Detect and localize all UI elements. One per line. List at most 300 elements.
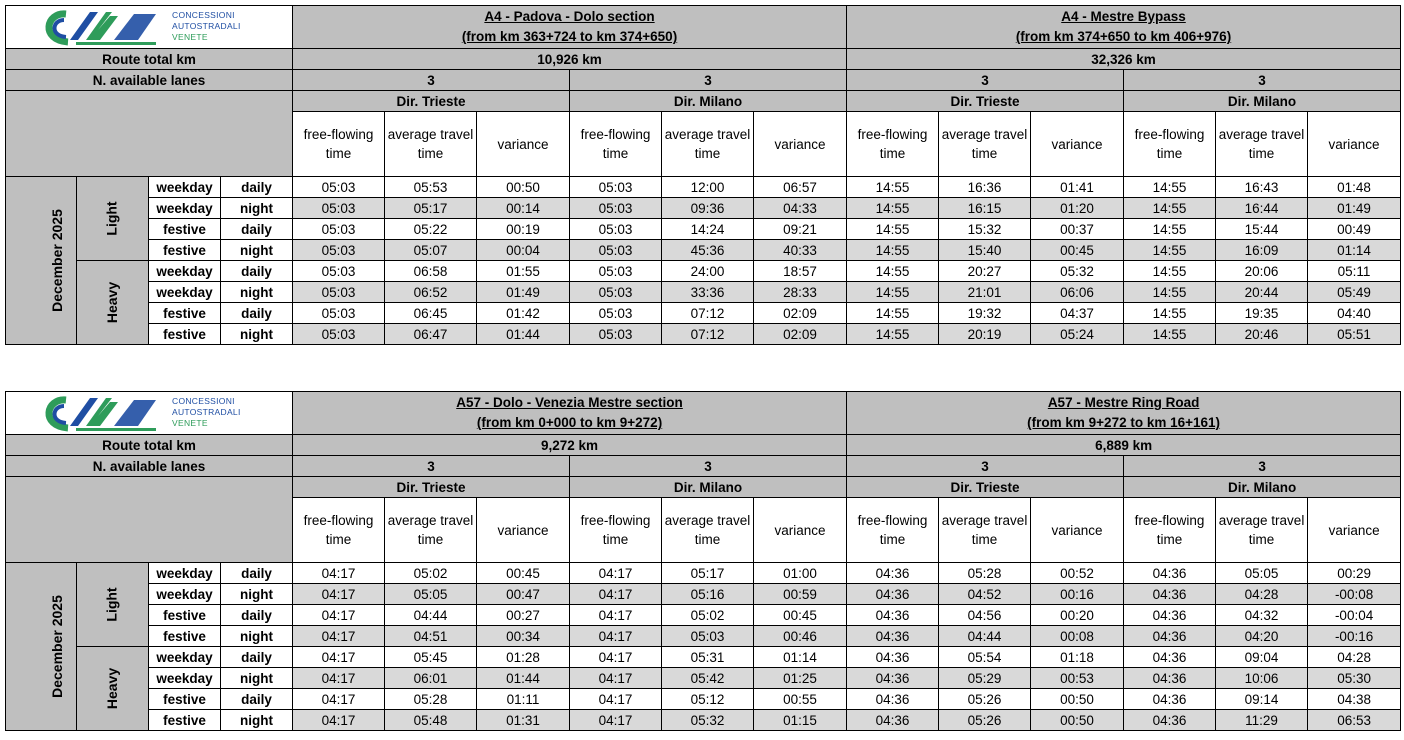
direction-label: Dir. Trieste (293, 91, 570, 112)
time-value: 12:00 (662, 177, 754, 198)
time-value: 05:22 (385, 219, 477, 240)
day-type: weekday (149, 177, 221, 198)
time-value: 14:55 (847, 198, 939, 219)
time-value: 05:24 (1031, 324, 1124, 345)
time-value: 04:36 (1124, 668, 1216, 689)
lanes-count: 3 (570, 456, 847, 477)
month-text: December 2025 (48, 209, 65, 312)
section-header (293, 6, 847, 49)
day-type: weekday (149, 198, 221, 219)
time-value: 04:33 (754, 198, 847, 219)
col-header-average-travel: average travel time (662, 112, 754, 177)
section-title: A4 - Mestre Bypass (1061, 9, 1186, 24)
section-title: A57 - Mestre Ring Road (1047, 395, 1200, 410)
route-total-label: Route total km (6, 49, 293, 70)
col-header-variance: variance (1308, 498, 1401, 563)
time-value: 05:02 (662, 605, 754, 626)
time-value: 14:55 (847, 240, 939, 261)
time-period: daily (221, 177, 293, 198)
col-header-free-flowing: free-flowing time (293, 112, 385, 177)
direction-label: Dir. Trieste (847, 91, 1124, 112)
time-value: 04:17 (293, 605, 385, 626)
time-value: 15:40 (939, 240, 1031, 261)
time-value: 15:44 (1216, 219, 1308, 240)
vehicle-class-label (77, 177, 149, 261)
time-value: 04:52 (939, 584, 1031, 605)
day-type: weekday (149, 584, 221, 605)
time-value: -00:04 (1308, 605, 1401, 626)
month-label (6, 177, 77, 345)
month-text: December 2025 (48, 595, 65, 698)
time-value: 04:17 (570, 626, 662, 647)
time-value: 05:03 (570, 303, 662, 324)
time-value: 16:36 (939, 177, 1031, 198)
lanes-count: 3 (293, 456, 570, 477)
time-value: 02:09 (754, 303, 847, 324)
logo-wordmark (172, 396, 241, 428)
time-value: 00:55 (754, 689, 847, 710)
time-value: 05:03 (570, 240, 662, 261)
time-value: 00:50 (1031, 710, 1124, 731)
time-value: 20:44 (1216, 282, 1308, 303)
time-value: 01:44 (477, 668, 570, 689)
time-value: 04:17 (570, 563, 662, 584)
time-period: daily (221, 261, 293, 282)
logo-wordmark (172, 10, 241, 42)
time-value: 05:03 (570, 324, 662, 345)
time-value: 05:03 (293, 303, 385, 324)
time-value: 14:55 (1124, 198, 1216, 219)
col-header-average-travel: average travel time (1216, 112, 1308, 177)
time-value: 04:17 (293, 563, 385, 584)
time-value: 06:53 (1308, 710, 1401, 731)
svg-text:AUTOSTRADALI: AUTOSTRADALI (172, 21, 241, 31)
time-value: 04:17 (570, 668, 662, 689)
time-value: 04:44 (385, 605, 477, 626)
col-header-variance: variance (1308, 112, 1401, 177)
table-row (6, 626, 1401, 647)
col-header-free-flowing: free-flowing time (847, 112, 939, 177)
time-period: daily (221, 303, 293, 324)
time-value: 05:03 (570, 219, 662, 240)
company-logo (6, 392, 289, 434)
time-value: 28:33 (754, 282, 847, 303)
time-value: 20:27 (939, 261, 1031, 282)
section-km-range: (from km 9+272 to km 16+161) (1027, 415, 1221, 430)
svg-text:VENETE: VENETE (172, 418, 208, 428)
travel-time-table (5, 5, 1401, 345)
table-row (6, 647, 1401, 668)
lanes-count: 3 (1124, 70, 1401, 91)
time-value: 19:35 (1216, 303, 1308, 324)
time-value: 14:55 (1124, 282, 1216, 303)
time-value: 09:21 (754, 219, 847, 240)
time-value: 05:53 (385, 177, 477, 198)
lanes-count: 3 (570, 70, 847, 91)
table-row (6, 177, 1401, 198)
col-header-average-travel: average travel time (939, 498, 1031, 563)
day-type: festive (149, 605, 221, 626)
time-value: 01:41 (1031, 177, 1124, 198)
time-value: 00:49 (1308, 219, 1401, 240)
time-value: 04:36 (1124, 584, 1216, 605)
day-type: festive (149, 303, 221, 324)
day-type: weekday (149, 668, 221, 689)
time-period: daily (221, 605, 293, 626)
time-value: 00:45 (1031, 240, 1124, 261)
time-value: 20:06 (1216, 261, 1308, 282)
vehicle-class-label (77, 563, 149, 647)
time-value: 16:44 (1216, 198, 1308, 219)
time-value: 04:36 (847, 584, 939, 605)
time-value: 04:17 (293, 584, 385, 605)
time-value: 14:55 (1124, 219, 1216, 240)
time-value: 01:55 (477, 261, 570, 282)
route-total-km: 6,889 km (847, 435, 1401, 456)
time-value: 00:50 (1031, 689, 1124, 710)
time-value: 05:49 (1308, 282, 1401, 303)
time-value: 00:45 (754, 605, 847, 626)
time-value: 04:17 (570, 605, 662, 626)
time-value: 01:44 (477, 324, 570, 345)
time-value: 04:56 (939, 605, 1031, 626)
day-type: festive (149, 626, 221, 647)
col-header-variance: variance (754, 498, 847, 563)
time-value: 00:27 (477, 605, 570, 626)
time-value: 20:46 (1216, 324, 1308, 345)
company-logo (6, 6, 289, 48)
time-value: 14:55 (847, 282, 939, 303)
time-value: 04:36 (847, 605, 939, 626)
time-value: 04:17 (293, 668, 385, 689)
time-value: 04:17 (570, 689, 662, 710)
time-value: 24:00 (662, 261, 754, 282)
col-header-average-travel: average travel time (939, 112, 1031, 177)
time-value: 06:45 (385, 303, 477, 324)
lanes-count: 3 (293, 70, 570, 91)
time-value: 04:17 (293, 647, 385, 668)
time-value: 05:54 (939, 647, 1031, 668)
time-value: 05:45 (385, 647, 477, 668)
time-value: 04:17 (570, 710, 662, 731)
time-value: 01:20 (1031, 198, 1124, 219)
time-value: 00:04 (477, 240, 570, 261)
table-row (6, 689, 1401, 710)
time-value: 18:57 (754, 261, 847, 282)
time-value: 19:32 (939, 303, 1031, 324)
time-value: 14:55 (847, 261, 939, 282)
day-type: weekday (149, 261, 221, 282)
col-header-variance: variance (1031, 498, 1124, 563)
time-value: 45:36 (662, 240, 754, 261)
table-row (6, 261, 1401, 282)
time-value: 05:32 (662, 710, 754, 731)
time-period: daily (221, 647, 293, 668)
time-value: 07:12 (662, 324, 754, 345)
col-header-free-flowing: free-flowing time (570, 498, 662, 563)
time-value: 14:55 (1124, 303, 1216, 324)
time-value: 05:42 (662, 668, 754, 689)
time-value: 10:06 (1216, 668, 1308, 689)
time-value: 04:20 (1216, 626, 1308, 647)
time-value: 01:42 (477, 303, 570, 324)
time-value: 05:03 (570, 177, 662, 198)
time-value: 04:17 (293, 689, 385, 710)
time-value: 33:36 (662, 282, 754, 303)
time-value: -00:08 (1308, 584, 1401, 605)
vehicle-class-label (77, 647, 149, 731)
time-value: 00:29 (1308, 563, 1401, 584)
svg-text:AUTOSTRADALI: AUTOSTRADALI (172, 407, 241, 417)
time-value: 04:17 (570, 584, 662, 605)
time-value: 05:03 (293, 240, 385, 261)
time-value: 01:49 (1308, 198, 1401, 219)
time-period: daily (221, 689, 293, 710)
time-value: 20:19 (939, 324, 1031, 345)
time-value: 01:15 (754, 710, 847, 731)
col-header-variance: variance (477, 498, 570, 563)
day-type: festive (149, 219, 221, 240)
day-type: weekday (149, 563, 221, 584)
time-value: 05:12 (662, 689, 754, 710)
time-value: 14:24 (662, 219, 754, 240)
time-value: 00:16 (1031, 584, 1124, 605)
direction-label: Dir. Trieste (847, 477, 1124, 498)
time-value: 04:17 (570, 647, 662, 668)
time-value: 00:53 (1031, 668, 1124, 689)
time-value: 01:49 (477, 282, 570, 303)
time-value: 01:48 (1308, 177, 1401, 198)
time-value: 00:19 (477, 219, 570, 240)
time-value: 00:37 (1031, 219, 1124, 240)
col-header-free-flowing: free-flowing time (1124, 112, 1216, 177)
time-value: 16:09 (1216, 240, 1308, 261)
time-value: 04:17 (293, 710, 385, 731)
time-value: 06:52 (385, 282, 477, 303)
time-value: 14:55 (1124, 177, 1216, 198)
time-value: 05:26 (939, 710, 1031, 731)
table-row (6, 324, 1401, 345)
table-row (6, 219, 1401, 240)
col-header-average-travel: average travel time (385, 112, 477, 177)
time-value: 07:12 (662, 303, 754, 324)
time-value: 05:03 (662, 626, 754, 647)
section-title: A57 - Dolo - Venezia Mestre section (456, 395, 683, 410)
time-value: 14:55 (847, 177, 939, 198)
time-value: 04:36 (1124, 710, 1216, 731)
time-value: 14:55 (1124, 261, 1216, 282)
table-row (6, 282, 1401, 303)
time-value: 04:36 (1124, 563, 1216, 584)
time-value: 00:20 (1031, 605, 1124, 626)
time-value: 09:04 (1216, 647, 1308, 668)
time-value: 09:36 (662, 198, 754, 219)
section-km-range: (from km 374+650 to km 406+976) (1015, 29, 1232, 44)
time-value: 05:07 (385, 240, 477, 261)
time-value: 05:32 (1031, 261, 1124, 282)
time-value: 05:05 (1216, 563, 1308, 584)
table-row (6, 605, 1401, 626)
time-period: night (221, 282, 293, 303)
time-value: 04:28 (1308, 647, 1401, 668)
time-value: 06:58 (385, 261, 477, 282)
time-value: 04:17 (293, 626, 385, 647)
time-value: 04:32 (1216, 605, 1308, 626)
direction-label: Dir. Milano (1124, 91, 1401, 112)
travel-time-table (5, 391, 1401, 731)
time-value: 05:26 (939, 689, 1031, 710)
time-period: night (221, 710, 293, 731)
time-value: 01:25 (754, 668, 847, 689)
time-period: night (221, 584, 293, 605)
time-value: 05:02 (385, 563, 477, 584)
vehicle-class-text: Light (104, 201, 120, 236)
table-row (6, 198, 1401, 219)
time-value: 05:03 (293, 198, 385, 219)
col-header-variance: variance (1031, 112, 1124, 177)
time-value: 01:18 (1031, 647, 1124, 668)
time-value: 05:03 (570, 282, 662, 303)
time-value: 05:03 (293, 261, 385, 282)
time-value: 05:31 (662, 647, 754, 668)
direction-label: Dir. Milano (570, 477, 847, 498)
time-value: 01:31 (477, 710, 570, 731)
time-value: 04:36 (847, 668, 939, 689)
time-value: -00:16 (1308, 626, 1401, 647)
time-value: 01:11 (477, 689, 570, 710)
section-header (293, 392, 847, 435)
time-value: 04:36 (847, 710, 939, 731)
table-row (6, 710, 1401, 731)
lanes-label: N. available lanes (6, 70, 293, 91)
lanes-label: N. available lanes (6, 456, 293, 477)
svg-text:CONCESSIONI: CONCESSIONI (172, 10, 235, 20)
time-value: 04:40 (1308, 303, 1401, 324)
time-value: 05:11 (1308, 261, 1401, 282)
time-value: 00:50 (477, 177, 570, 198)
col-header-free-flowing: free-flowing time (570, 112, 662, 177)
lanes-count: 3 (847, 456, 1124, 477)
header-blank-area (6, 91, 293, 177)
col-header-free-flowing: free-flowing time (847, 498, 939, 563)
time-value: 01:14 (1308, 240, 1401, 261)
time-value: 05:03 (293, 219, 385, 240)
direction-label: Dir. Milano (570, 91, 847, 112)
time-value: 14:55 (1124, 240, 1216, 261)
time-value: 14:55 (1124, 324, 1216, 345)
time-period: daily (221, 563, 293, 584)
time-period: daily (221, 219, 293, 240)
logo-cell (6, 6, 293, 49)
col-header-average-travel: average travel time (662, 498, 754, 563)
time-value: 04:44 (939, 626, 1031, 647)
time-value: 04:36 (847, 626, 939, 647)
direction-label: Dir. Trieste (293, 477, 570, 498)
day-type: festive (149, 240, 221, 261)
day-type: weekday (149, 282, 221, 303)
time-value: 02:09 (754, 324, 847, 345)
svg-text:CONCESSIONI: CONCESSIONI (172, 396, 235, 406)
time-value: 04:51 (385, 626, 477, 647)
time-value: 01:14 (754, 647, 847, 668)
vehicle-class-text: Heavy (103, 281, 120, 324)
section-header (847, 6, 1401, 49)
section-title: A4 - Padova - Dolo section (484, 9, 655, 24)
section-km-range: (from km 363+724 to km 374+650) (461, 29, 678, 44)
vehicle-class-label (77, 261, 149, 345)
time-value: 04:36 (1124, 605, 1216, 626)
direction-label: Dir. Milano (1124, 477, 1401, 498)
time-period: night (221, 198, 293, 219)
time-value: 06:01 (385, 668, 477, 689)
time-value: 05:51 (1308, 324, 1401, 345)
col-header-variance: variance (477, 112, 570, 177)
lanes-count: 3 (1124, 456, 1401, 477)
time-value: 00:14 (477, 198, 570, 219)
route-total-km: 32,326 km (847, 49, 1401, 70)
time-value: 01:00 (754, 563, 847, 584)
time-value: 00:08 (1031, 626, 1124, 647)
route-total-label: Route total km (6, 435, 293, 456)
time-value: 15:32 (939, 219, 1031, 240)
time-value: 04:36 (1124, 626, 1216, 647)
col-header-variance: variance (754, 112, 847, 177)
col-header-free-flowing: free-flowing time (1124, 498, 1216, 563)
time-value: 00:52 (1031, 563, 1124, 584)
route-total-km: 10,926 km (293, 49, 847, 70)
time-value: 05:05 (385, 584, 477, 605)
time-value: 01:28 (477, 647, 570, 668)
time-value: 05:16 (662, 584, 754, 605)
vehicle-class-text: Heavy (103, 667, 120, 710)
day-type: festive (149, 710, 221, 731)
time-value: 04:36 (847, 563, 939, 584)
table-row (6, 584, 1401, 605)
time-value: 16:15 (939, 198, 1031, 219)
time-period: night (221, 668, 293, 689)
time-value: 05:48 (385, 710, 477, 731)
table-row (6, 303, 1401, 324)
lanes-count: 3 (847, 70, 1124, 91)
time-value: 04:36 (847, 647, 939, 668)
table-row (6, 240, 1401, 261)
table-row (6, 563, 1401, 584)
time-value: 05:28 (385, 689, 477, 710)
time-value: 06:06 (1031, 282, 1124, 303)
time-value: 05:28 (939, 563, 1031, 584)
day-type: festive (149, 324, 221, 345)
svg-text:VENETE: VENETE (172, 32, 208, 42)
section-header (847, 392, 1401, 435)
time-value: 14:55 (847, 303, 939, 324)
section-km-range: (from km 0+000 to km 9+272) (476, 415, 663, 430)
time-value: 16:43 (1216, 177, 1308, 198)
col-header-average-travel: average travel time (385, 498, 477, 563)
time-value: 06:47 (385, 324, 477, 345)
time-value: 06:57 (754, 177, 847, 198)
header-blank-area (6, 477, 293, 563)
time-value: 40:33 (754, 240, 847, 261)
time-value: 05:17 (385, 198, 477, 219)
table-row (6, 668, 1401, 689)
time-value: 00:46 (754, 626, 847, 647)
time-value: 00:47 (477, 584, 570, 605)
time-value: 05:17 (662, 563, 754, 584)
time-value: 04:28 (1216, 584, 1308, 605)
month-label (6, 563, 77, 731)
time-value: 11:29 (1216, 710, 1308, 731)
col-header-average-travel: average travel time (1216, 498, 1308, 563)
